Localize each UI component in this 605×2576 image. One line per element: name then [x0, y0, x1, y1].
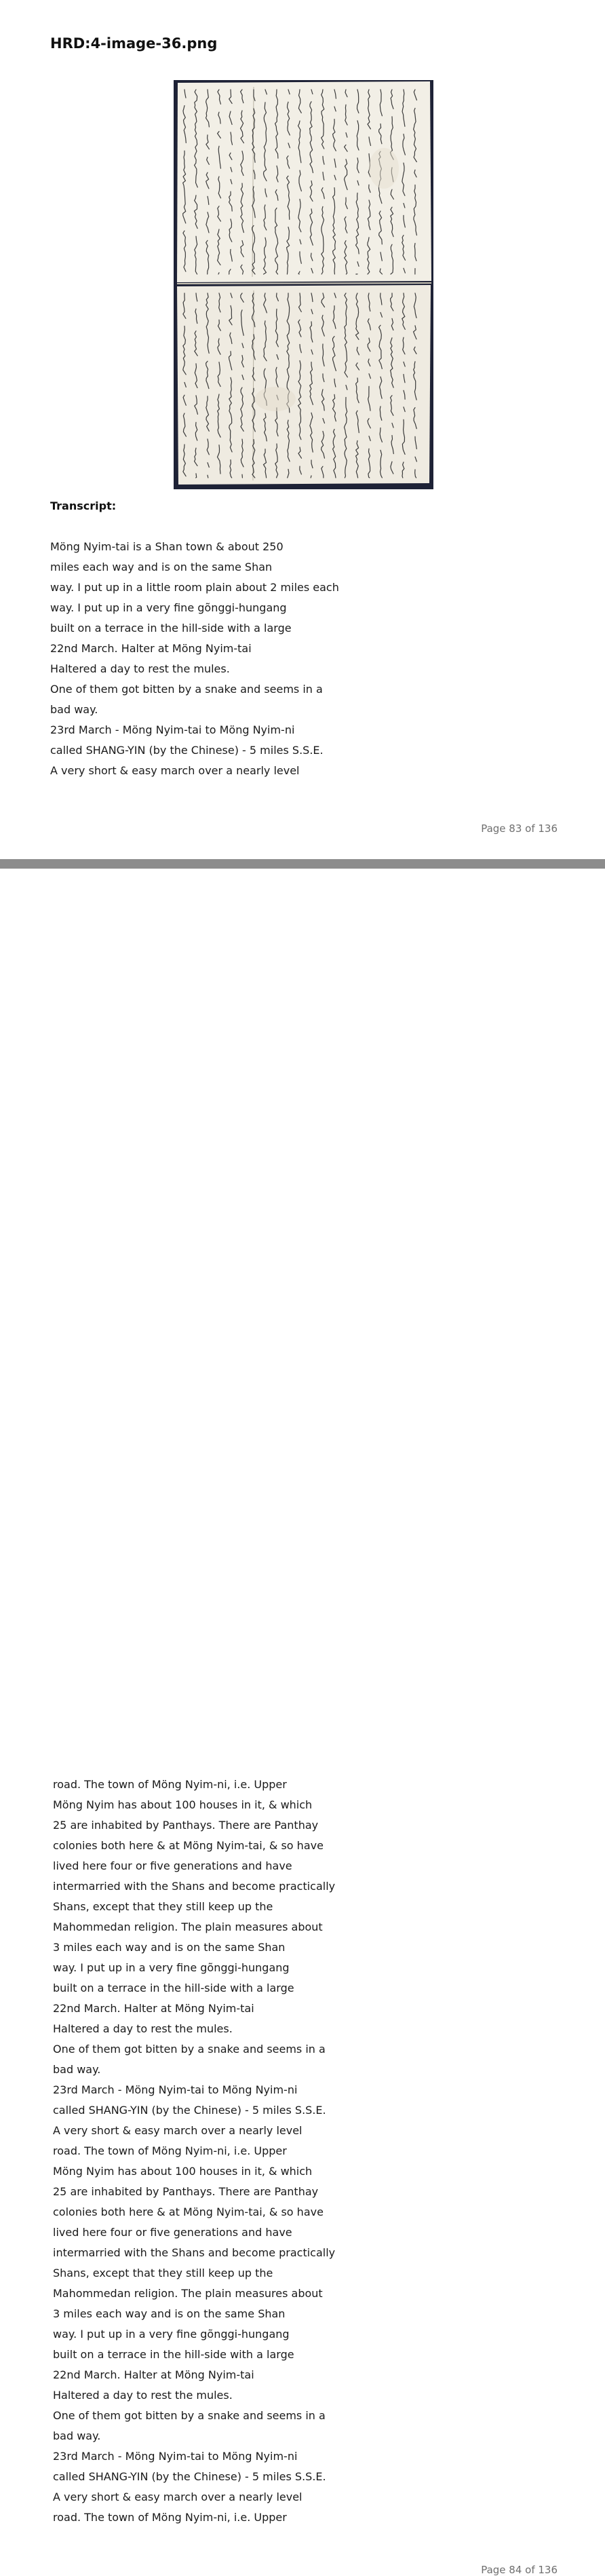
transcript-line: colonies both here & at Möng Nyim-tai, & so have [53, 2205, 324, 2218]
transcript-line: lived here four or five generations and have [53, 1859, 292, 1872]
transcript-line: built on a terrace in the hill-side with a large [53, 2348, 294, 2361]
transcript-line: way. I put up in a very fine gõnggi-hungang [50, 601, 287, 614]
transcript-line: intermarried with the Shans and become practically [53, 2246, 336, 2259]
transcript-line: Shans, except that they still keep up the [53, 1900, 273, 1913]
transcript-line: 22nd March. Halter at Möng Nyim-tai [53, 2368, 254, 2381]
image-filename-title: HRD:4-image-36.png [50, 35, 218, 52]
transcript-line: 22nd March. Halter at Möng Nyim-tai [50, 642, 252, 655]
transcript-line: called SHANG-YIN (by the Chinese) - 5 miles S.S.E. [53, 2104, 326, 2117]
transcript-line: way. I put up in a very fine gõnggi-hungang [53, 2328, 290, 2341]
transcript-line: 3 miles each way and is on the same Shan [53, 2307, 286, 2320]
transcript-line: 23rd March - Möng Nyim-tai to Möng Nyim-ni [53, 2450, 298, 2463]
transcript-line: Möng Nyim-tai is a Shan town & about 250 [50, 540, 284, 553]
transcript-line: A very short & easy march over a nearly level [53, 2124, 302, 2137]
transcript-line: A very short & easy march over a nearly level [50, 764, 300, 777]
transcript-line: Mahommedan religion. The plain measures about [53, 1920, 323, 1933]
transcript-line: Haltered a day to rest the mules. [50, 662, 230, 675]
transcript-line: bad way. [53, 2063, 101, 2076]
transcript-line: One of them got bitten by a snake and seems in a [50, 683, 323, 696]
transcript-line: Shans, except that they still keep up the [53, 2267, 273, 2279]
transcript-line: built on a terrace in the hill-side with a large [50, 622, 292, 634]
transcript-line: road. The town of Möng Nyim-ni, i.e. Upper [53, 2511, 287, 2524]
transcript-line: 25 are inhabited by Panthays. There are Panthay [53, 2185, 319, 2198]
page-number: Page 83 of 136 [481, 822, 558, 835]
transcript-line: Haltered a day to rest the mules. [53, 2022, 233, 2035]
transcript-line: 22nd March. Halter at Möng Nyim-tai [53, 2002, 254, 2015]
transcript-line: bad way. [53, 2429, 101, 2442]
transcript-line: 25 are inhabited by Panthays. There are Panthay [53, 1819, 319, 1832]
transcript-line: road. The town of Möng Nyim-ni, i.e. Upper [53, 2144, 287, 2157]
transcript-line: built on a terrace in the hill-side with a large [53, 1982, 294, 1994]
transcript-line: intermarried with the Shans and become practically [53, 1880, 336, 1893]
transcript-line: Möng Nyim has about 100 houses in it, & which [53, 1798, 313, 1811]
transcript-line: bad way. [50, 703, 98, 716]
transcript-line: road. The town of Möng Nyim-ni, i.e. Upper [53, 1778, 287, 1791]
transcript-line: 23rd March - Möng Nyim-tai to Möng Nyim-ni [53, 2083, 298, 2096]
transcript-line: called SHANG-YIN (by the Chinese) - 5 miles S.S.E. [50, 744, 324, 757]
transcript-line: colonies both here & at Möng Nyim-tai, & so have [53, 1839, 324, 1852]
transcript-text-block [53, 1775, 335, 2528]
transcript-line: way. I put up in a little room plain about 2 miles each [50, 581, 339, 594]
document-page-83 [0, 0, 605, 859]
transcript-line: Mahommedan religion. The plain measures about [53, 2287, 323, 2300]
document-page-84 [0, 869, 605, 2576]
transcript-line: lived here four or five generations and have [53, 2226, 292, 2239]
transcript-line: miles each way and is on the same Shan [50, 561, 273, 573]
transcript-line: called SHANG-YIN (by the Chinese) - 5 miles S.S.E. [53, 2470, 326, 2483]
handwritten-page-image [174, 80, 433, 489]
page-separator [0, 859, 605, 869]
transcript-line: A very short & easy march over a nearly level [53, 2490, 302, 2503]
transcript-line: 3 miles each way and is on the same Shan [53, 1941, 286, 1954]
transcript-label: Transcript: [50, 499, 117, 512]
transcript-line: One of them got bitten by a snake and seems in a [53, 2043, 326, 2056]
transcript-line: Haltered a day to rest the mules. [53, 2389, 233, 2402]
transcript-text-block [50, 537, 339, 781]
transcript-line: One of them got bitten by a snake and seems in a [53, 2409, 326, 2422]
page-number: Page 84 of 136 [481, 2564, 558, 2576]
transcript-line: Möng Nyim has about 100 houses in it, & which [53, 2165, 313, 2178]
transcript-line: way. I put up in a very fine gõnggi-hungang [53, 1961, 290, 1974]
transcript-line: 23rd March - Möng Nyim-tai to Möng Nyim-ni [50, 723, 295, 736]
